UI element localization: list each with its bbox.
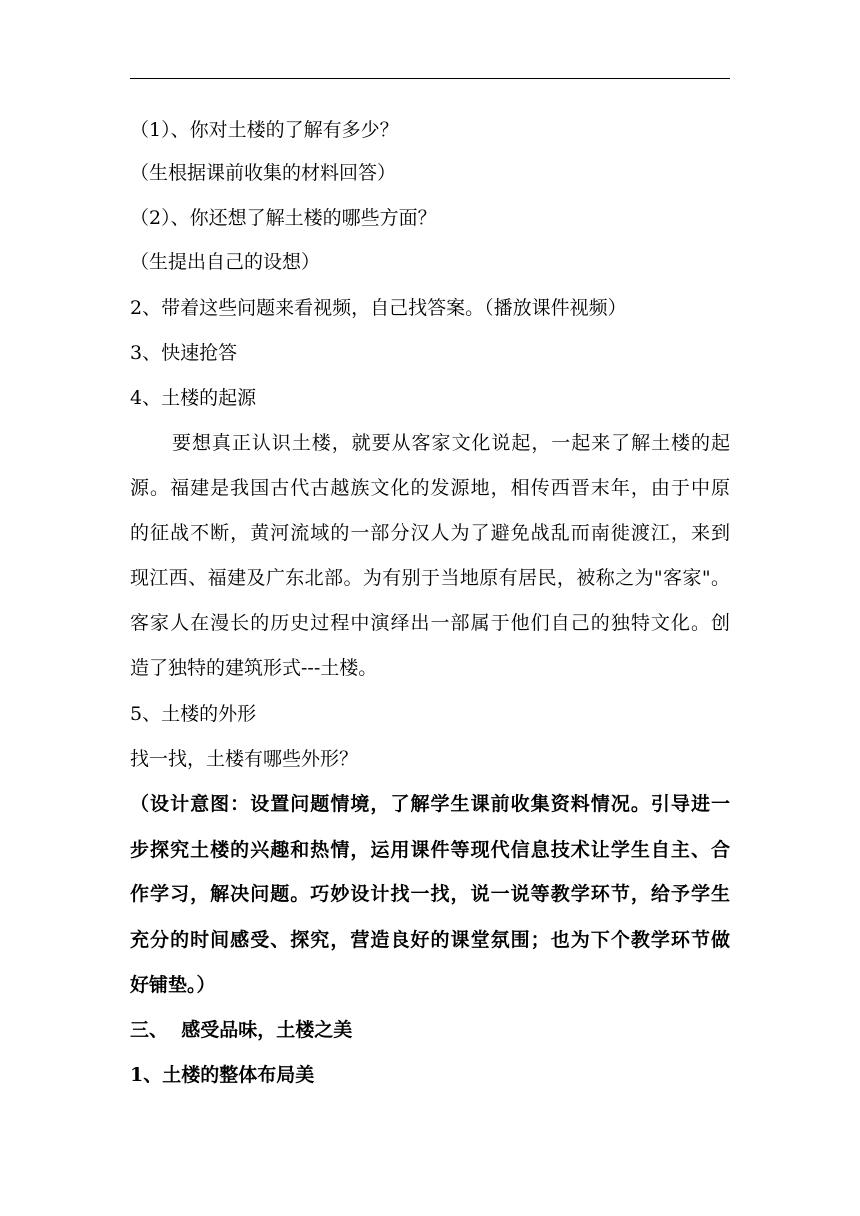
origin-paragraph-line: 造了独特的建筑形式---土楼。 <box>130 657 378 679</box>
origin-paragraph-line: 客家人在漫长的历史过程中演绎出一部属于他们自己的独特文化。创 <box>130 612 730 634</box>
design-intent-line: 充分的时间感受、探究，营造良好的课堂氛围；也为下个教学环节做 <box>130 929 730 951</box>
section-3-heading: 三、 感受品味，土楼之美 <box>130 1019 353 1041</box>
student-idea-note: （生提出自己的设想） <box>130 251 321 273</box>
origin-paragraph-line: 现江西、福建及广东北部。为有别于当地原有居民，被称之为"客家"。 <box>130 567 730 589</box>
design-intent-line: 步探究土楼的兴趣和热情，运用课件等现代信息技术让学生自主、合 <box>130 839 730 861</box>
origin-paragraph-line: 的征战不断，黄河流域的一部分汉人为了避免战乱而南徙渡江，来到 <box>130 522 730 544</box>
find-shapes-line: 找一找，土楼有哪些外形？ <box>130 748 359 770</box>
step-4-heading: 4、土楼的起源 <box>130 387 257 409</box>
question-1-line: （1）、你对土楼的了解有多少？ <box>130 119 399 141</box>
question-2-line: （2）、你还想了解土楼的哪些方面？ <box>130 207 437 229</box>
design-intent-line: （设计意图：设置问题情境，了解学生课前收集资料情况。引导进一 <box>130 793 730 815</box>
subsection-1-heading: 1、土楼的整体布局美 <box>130 1064 315 1086</box>
step-3-line: 3、快速抢答 <box>130 342 238 364</box>
origin-paragraph-line: 要想真正认识土楼，就要从客家文化说起，一起来了解土楼的起 <box>172 432 730 454</box>
origin-paragraph-line: 源。福建是我国古代古越族文化的发源地，相传西晋末年，由于中原 <box>130 477 730 499</box>
design-intent-line: 好铺垫。） <box>130 974 216 996</box>
step-5-heading: 5、土楼的外形 <box>130 703 257 725</box>
design-intent-line: 作学习，解决问题。巧妙设计找一找，说一说等教学环节，给予学生 <box>130 883 730 905</box>
header-rule <box>130 78 730 79</box>
student-answer-note: （生根据课前收集的材料回答） <box>130 162 397 184</box>
step-2-line: 2、带着这些问题来看视频，自己找答案。（播放课件视频） <box>130 297 627 319</box>
